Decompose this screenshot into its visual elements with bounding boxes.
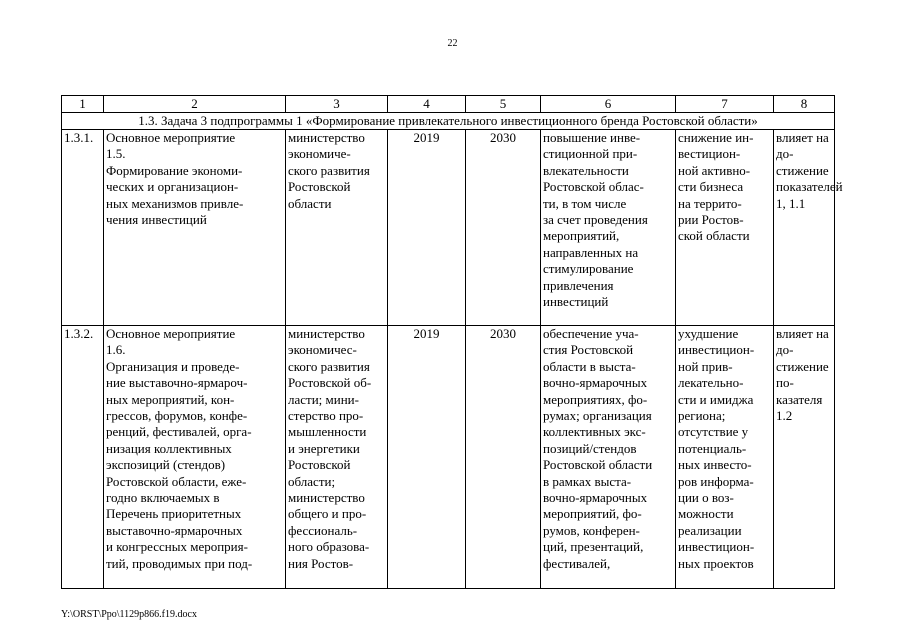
footer-file-path: Y:\ORST\Ppo\1129p866.f19.docx [61,609,197,620]
column-header-1: 1 [62,96,104,113]
table-row [62,326,835,589]
result-cell: повышение инве- стиционной при- влекательности Ростовской облас- ти, в том числе за счет проведения мероприятий, направленных на стимулирование привлечения инвестиций [541,130,676,326]
row-number: 1.3.2. [62,326,104,589]
indicator-link-cell: влияет на до- стижение показателей 1, 1.1 [774,130,835,326]
end-year-cell: 2030 [466,130,541,326]
indicator-link-cell: влияет на до- стижение по- казателя 1.2 [774,326,835,589]
event-cell: Основное мероприятие 1.5. Формирование экономи- ческих и организацион- ных механизмов привле- чения инвестиций [104,130,286,326]
executor-cell: министерство экономичес- ского развития Ростовской об- ласти; мини- стерство про- мышленности и энергетики Ростовской области; министерство общего и про- фессиональ- ного образова- ния Ростов- [286,326,388,589]
table-row [62,130,835,326]
start-year-cell: 2019 [388,326,466,589]
column-header-2: 2 [104,96,286,113]
result-cell: обеспечение уча- стия Ростовской области в выста- вочно-ярмарочных мероприятиях, фо- румах; организация коллективных экс- позиций/стендов Ростовской области в рамках выста- вочно-ярмарочных мероприятий, фо- румов, конферен- ций, презентаций, фестивалей, [541,326,676,589]
measures-table [61,95,843,589]
row-number: 1.3.1. [62,130,104,326]
page-number: 22 [447,38,458,49]
column-header-8: 8 [774,96,835,113]
column-header-3: 3 [286,96,388,113]
column-header-6: 6 [541,96,676,113]
column-header-4: 4 [388,96,466,113]
column-header-5: 5 [466,96,541,113]
column-header-7: 7 [676,96,774,113]
consequence-cell: снижение ин- вестицион- ной активно- сти бизнеса на террито- рии Ростов- ской области [676,130,774,326]
event-cell: Основное мероприятие 1.6. Организация и проведе- ние выставочно-ярмароч- ных мероприятий, кон- грессов, форумов, конфе- ренций, фестивалей, орга- низация коллективных экспозиций (стендов) Ростовской области, еже- годно включаемых в Перечень приоритетных выставочно-ярмарочных и конгрессных мероприя- тий, проводимых при под- [104,326,286,589]
executor-cell: министерство экономиче- ского развития Ростовской области [286,130,388,326]
header-row [62,96,835,113]
start-year-cell: 2019 [388,130,466,326]
section-title: 1.3. Задача 3 подпрограммы 1 «Формирование привлекательного инвестиционного бренда Ростовской области» [62,113,835,130]
end-year-cell: 2030 [466,326,541,589]
section-row [62,113,835,130]
consequence-cell: ухудшение инвестицион- ной прив- лекательно- сти и имиджа региона; отсутствие у потенциаль- ных инвесто- ров информа- ции о воз- можности реализации инвестицион- ных проектов [676,326,774,589]
